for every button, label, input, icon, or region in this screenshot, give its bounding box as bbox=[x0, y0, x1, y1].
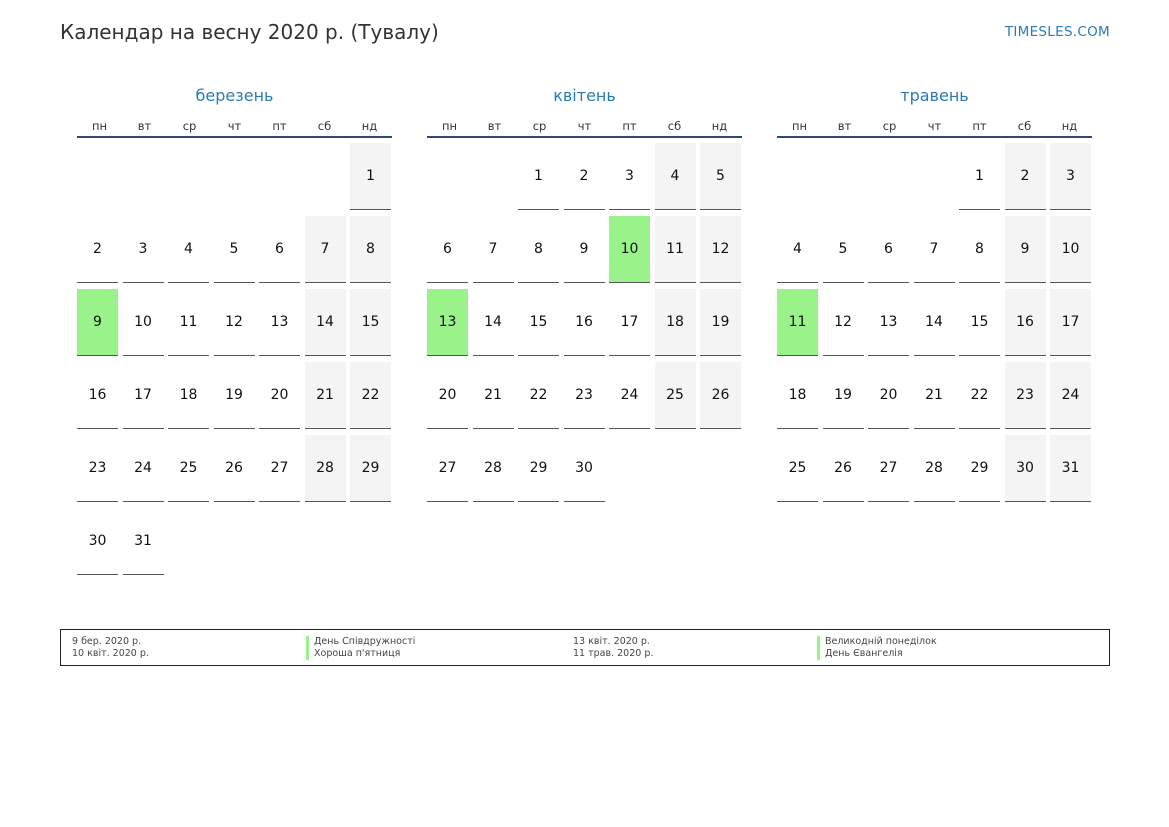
day-cell: 29 bbox=[350, 435, 391, 502]
day-cell: 21 bbox=[914, 362, 955, 429]
day-cell: 26 bbox=[214, 435, 255, 502]
day-cell: 16 bbox=[1005, 289, 1046, 356]
weekday-label: нд bbox=[1061, 119, 1078, 133]
day-cell: 17 bbox=[1050, 289, 1091, 356]
day-cell: 24 bbox=[609, 362, 650, 429]
day-cell: 4 bbox=[168, 216, 209, 283]
legend-holiday-name: День Співдружності bbox=[306, 636, 415, 648]
weekday-label: чт bbox=[577, 119, 592, 133]
day-cell: 22 bbox=[518, 362, 559, 429]
day-cell: 18 bbox=[655, 289, 696, 356]
weekday-label: сб bbox=[1017, 119, 1032, 133]
day-cell: 7 bbox=[305, 216, 346, 283]
day-cell: 8 bbox=[959, 216, 1000, 283]
day-cell: 11 bbox=[168, 289, 209, 356]
day-cell: 25 bbox=[655, 362, 696, 429]
day-cell: 20 bbox=[427, 362, 468, 429]
day-cell: 14 bbox=[473, 289, 514, 356]
day-cell: 18 bbox=[777, 362, 818, 429]
day-cell: 28 bbox=[914, 435, 955, 502]
month-name: березень bbox=[195, 86, 274, 105]
day-cell: 5 bbox=[823, 216, 864, 283]
day-cell: 15 bbox=[518, 289, 559, 356]
day-cell: 19 bbox=[823, 362, 864, 429]
day-cell: 8 bbox=[518, 216, 559, 283]
day-cell: 22 bbox=[959, 362, 1000, 429]
day-cell: 7 bbox=[914, 216, 955, 283]
day-cell: 16 bbox=[77, 362, 118, 429]
day-cell: 29 bbox=[518, 435, 559, 502]
day-cell: 23 bbox=[1005, 362, 1046, 429]
legend-date: 11 трав. 2020 р. bbox=[573, 648, 654, 659]
day-cell: 29 bbox=[959, 435, 1000, 502]
day-cell: 21 bbox=[473, 362, 514, 429]
day-cell: 1 bbox=[350, 143, 391, 210]
legend-holiday-name: Хороша п'ятниця bbox=[306, 648, 400, 660]
legend-date: 9 бер. 2020 р. bbox=[72, 636, 142, 647]
holiday-legend bbox=[60, 629, 1110, 666]
day-cell: 5 bbox=[700, 143, 741, 210]
month-may bbox=[777, 86, 1092, 476]
weekday-label: пт bbox=[272, 119, 287, 133]
weekday-label: ср bbox=[882, 119, 897, 133]
day-cell: 2 bbox=[564, 143, 605, 210]
day-cell: 3 bbox=[1050, 143, 1091, 210]
day-cell: 23 bbox=[77, 435, 118, 502]
month-march bbox=[77, 86, 392, 549]
day-cell: 2 bbox=[1005, 143, 1046, 210]
weekday-label: пт bbox=[622, 119, 637, 133]
day-cell: 10 bbox=[1050, 216, 1091, 283]
weekday-label: вт bbox=[137, 119, 152, 133]
weekday-label: нд bbox=[361, 119, 378, 133]
day-cell: 30 bbox=[1005, 435, 1046, 502]
day-cell: 31 bbox=[123, 508, 164, 575]
day-cell: 13 bbox=[259, 289, 300, 356]
day-cell: 5 bbox=[214, 216, 255, 283]
day-cell: 31 bbox=[1050, 435, 1091, 502]
legend-holiday-name: Великодній понеділок bbox=[817, 636, 937, 648]
day-cell: 1 bbox=[959, 143, 1000, 210]
day-cell: 24 bbox=[123, 435, 164, 502]
page-title: Календар на весну 2020 р. (Тувалу) bbox=[60, 20, 439, 44]
day-cell: 14 bbox=[305, 289, 346, 356]
weekday-header bbox=[427, 116, 742, 138]
month-name: травень bbox=[900, 86, 969, 105]
day-cell: 23 bbox=[564, 362, 605, 429]
holiday-day-cell: 11 bbox=[777, 289, 818, 356]
day-cell: 20 bbox=[259, 362, 300, 429]
day-cell: 19 bbox=[214, 362, 255, 429]
day-cell: 30 bbox=[77, 508, 118, 575]
day-cell: 15 bbox=[959, 289, 1000, 356]
day-cell: 12 bbox=[700, 216, 741, 283]
weekday-label: пн bbox=[791, 119, 808, 133]
holiday-day-cell: 13 bbox=[427, 289, 468, 356]
weekday-label: вт bbox=[487, 119, 502, 133]
day-cell: 6 bbox=[427, 216, 468, 283]
day-cell: 14 bbox=[914, 289, 955, 356]
weekday-header bbox=[777, 116, 1092, 138]
legend-date: 10 квіт. 2020 р. bbox=[72, 648, 149, 659]
weekday-label: нд bbox=[711, 119, 728, 133]
day-cell: 6 bbox=[868, 216, 909, 283]
day-cell: 21 bbox=[305, 362, 346, 429]
weekday-label: сб bbox=[317, 119, 332, 133]
weekday-label: чт bbox=[927, 119, 942, 133]
day-cell: 8 bbox=[350, 216, 391, 283]
legend-holiday-name: День Євангелія bbox=[817, 648, 903, 660]
day-cell: 17 bbox=[609, 289, 650, 356]
day-cell: 3 bbox=[123, 216, 164, 283]
legend-date: 13 квіт. 2020 р. bbox=[573, 636, 650, 647]
day-cell: 25 bbox=[168, 435, 209, 502]
site-link[interactable]: TIMESLES.COM bbox=[1004, 24, 1110, 40]
day-cell: 11 bbox=[655, 216, 696, 283]
day-cell: 28 bbox=[473, 435, 514, 502]
day-cell: 15 bbox=[350, 289, 391, 356]
day-cell: 24 bbox=[1050, 362, 1091, 429]
day-cell: 9 bbox=[1005, 216, 1046, 283]
day-cell: 26 bbox=[700, 362, 741, 429]
holiday-day-cell: 10 bbox=[609, 216, 650, 283]
day-cell: 27 bbox=[427, 435, 468, 502]
day-cell: 28 bbox=[305, 435, 346, 502]
weekday-label: пн bbox=[441, 119, 458, 133]
weekday-label: чт bbox=[227, 119, 242, 133]
day-cell: 12 bbox=[214, 289, 255, 356]
day-cell: 26 bbox=[823, 435, 864, 502]
day-cell: 27 bbox=[868, 435, 909, 502]
day-cell: 9 bbox=[564, 216, 605, 283]
weekday-header bbox=[77, 116, 392, 138]
weekday-label: вт bbox=[837, 119, 852, 133]
weekday-label: пт bbox=[972, 119, 987, 133]
day-cell: 10 bbox=[123, 289, 164, 356]
weekday-label: ср bbox=[182, 119, 197, 133]
day-cell: 13 bbox=[868, 289, 909, 356]
day-cell: 2 bbox=[77, 216, 118, 283]
day-cell: 3 bbox=[609, 143, 650, 210]
day-cell: 6 bbox=[259, 216, 300, 283]
day-cell: 22 bbox=[350, 362, 391, 429]
day-cell: 12 bbox=[823, 289, 864, 356]
day-cell: 18 bbox=[168, 362, 209, 429]
weekday-label: пн bbox=[91, 119, 108, 133]
day-cell: 4 bbox=[655, 143, 696, 210]
day-cell: 17 bbox=[123, 362, 164, 429]
day-cell: 16 bbox=[564, 289, 605, 356]
day-cell: 4 bbox=[777, 216, 818, 283]
weekday-label: ср bbox=[532, 119, 547, 133]
day-cell: 20 bbox=[868, 362, 909, 429]
day-cell: 1 bbox=[518, 143, 559, 210]
day-cell: 19 bbox=[700, 289, 741, 356]
month-april bbox=[427, 86, 742, 476]
day-cell: 7 bbox=[473, 216, 514, 283]
holiday-day-cell: 9 bbox=[77, 289, 118, 356]
month-name: квітень bbox=[553, 86, 616, 105]
weekday-label: сб bbox=[667, 119, 682, 133]
day-cell: 25 bbox=[777, 435, 818, 502]
day-cell: 30 bbox=[564, 435, 605, 502]
day-cell: 27 bbox=[259, 435, 300, 502]
